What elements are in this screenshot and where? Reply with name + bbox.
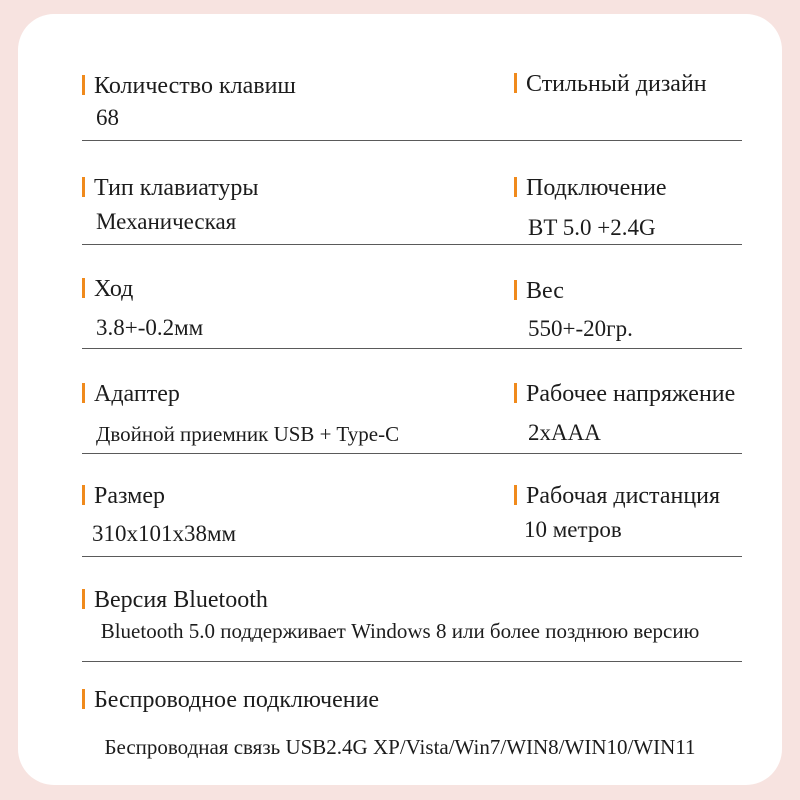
accent-bar-icon — [82, 589, 85, 609]
size-label — [82, 482, 165, 510]
wireless-value: Беспроводная связь USB2.4G XP/Vista/Win7/WIN8/WIN10/WIN11 — [104, 735, 696, 759]
weight-label-text: Вес — [526, 278, 564, 304]
adapter-label — [82, 380, 180, 408]
design-label — [514, 70, 707, 98]
voltage-label-text: Рабочее напряжение — [526, 381, 736, 407]
divider — [82, 244, 742, 245]
voltage-label — [514, 380, 735, 408]
size-value: 310x101x38мм — [92, 521, 237, 546]
wireless-label — [82, 686, 379, 714]
connection-value: BT 5.0 +2.4G — [528, 215, 656, 240]
accent-bar-icon — [82, 383, 85, 403]
connection-label-text: Подключение — [526, 175, 667, 201]
voltage-value: 2xAAA — [528, 420, 601, 445]
divider — [82, 140, 742, 141]
keyboard-type-label — [82, 174, 259, 202]
accent-bar-icon — [514, 485, 517, 505]
divider — [82, 556, 742, 557]
accent-bar-icon — [514, 383, 517, 403]
travel-value: 3.8+-0.2мм — [96, 315, 204, 340]
key-count-label — [82, 72, 296, 100]
weight-label — [514, 277, 564, 305]
accent-bar-icon — [82, 177, 85, 197]
accent-bar-icon — [514, 177, 517, 197]
accent-bar-icon — [82, 75, 85, 95]
bluetooth-value: Bluetooth 5.0 поддерживает Windows 8 или более позднюю версию — [100, 619, 700, 643]
distance-label — [514, 482, 720, 510]
key-count-value: 68 — [96, 105, 119, 130]
wireless-label-text: Беспроводное подключение — [94, 687, 380, 713]
keyboard-type-label-text: Тип клавиатуры — [94, 175, 259, 201]
connection-label — [514, 174, 667, 202]
travel-label — [82, 275, 133, 303]
adapter-label-text: Адаптер — [94, 381, 180, 407]
distance-value: 10 метров — [524, 517, 622, 542]
size-label-text: Размер — [94, 483, 165, 509]
key-count-label-text: Количество клавиш — [94, 73, 296, 99]
bluetooth-label — [82, 586, 268, 614]
accent-bar-icon — [82, 689, 85, 709]
keyboard-type-value: Механическая — [96, 209, 237, 234]
adapter-value: Двойной приемник USB + Type-C — [96, 422, 400, 446]
distance-label-text: Рабочая дистанция — [526, 483, 721, 509]
divider — [82, 348, 742, 349]
weight-value: 550+-20гр. — [528, 316, 633, 341]
bluetooth-label-text: Версия Bluetooth — [94, 587, 268, 613]
divider — [82, 661, 742, 662]
divider — [82, 453, 742, 454]
accent-bar-icon — [82, 278, 85, 298]
design-label-text: Стильный дизайн — [526, 71, 707, 97]
accent-bar-icon — [514, 280, 517, 300]
travel-label-text: Ход — [94, 276, 134, 302]
accent-bar-icon — [514, 73, 517, 93]
accent-bar-icon — [82, 485, 85, 505]
